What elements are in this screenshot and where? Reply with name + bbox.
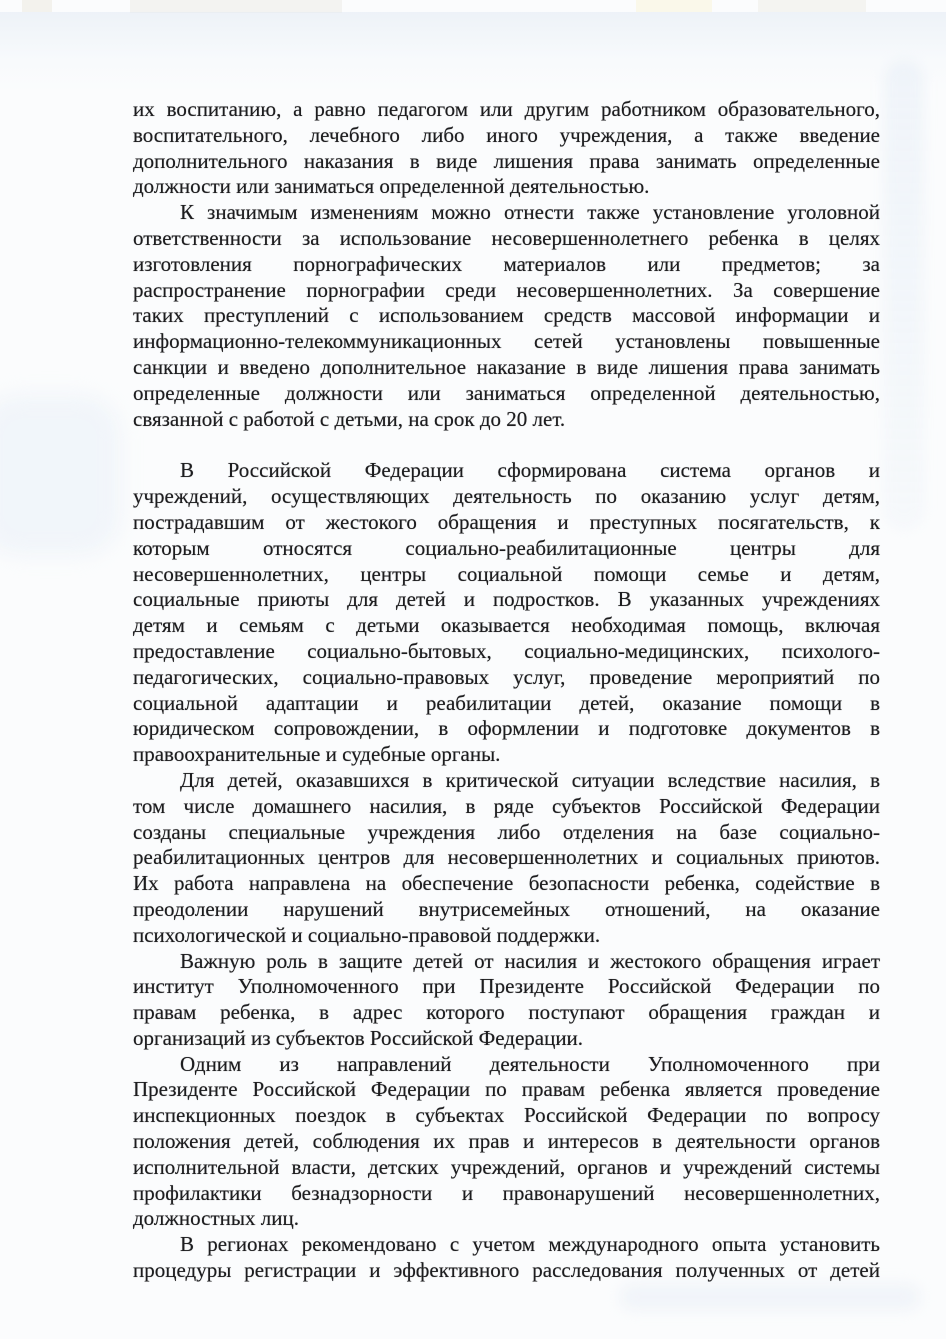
paragraph [133,1232,880,1284]
text-line: Их работа направлена на обеспечение безопасности ребенка, содействие в [133,871,880,896]
scan-smudge [758,0,866,12]
text-line: педагогических, социально-правовых услуг, проведение мероприятий по [133,664,880,689]
text-line: дополнительного наказания в виде лишения права занимать определенные [133,148,880,173]
text-line: правоохранительные и судебные органы. [133,742,501,767]
paragraph [133,949,880,1052]
scan-mottle [884,60,924,530]
text-line: воспитательного, лечебного либо иного учреждения, а также введение [133,122,880,147]
paragraph [133,768,880,949]
text-line: Для детей, оказавшихся в критической ситуации вследствие насилия, в [180,767,880,792]
text-line: Одним из направлений деятельности Уполномоченного при [180,1051,880,1076]
text-line: определенные должности или заниматься определенной деятельностью, [133,380,880,405]
text-line: Важную роль в защите детей от насилия и жестокого обращения играет [180,948,880,973]
paragraph [133,97,880,200]
text-line: процедуры регистрации и эффективного расследования полученных от детей [133,1258,880,1283]
text-line: должностных лиц. [133,1206,299,1231]
text-line: которым относятся социально-реабилитационные центры для [133,535,880,560]
paragraph [133,200,880,432]
text-line: созданы специальные учреждения либо отделения на базе социально- [133,819,880,844]
text-line: правам ребенка, в адрес которого поступают обращения граждан и [133,1000,880,1025]
text-line: должности или заниматься определенной деятельностью. [133,174,650,199]
text-line: реабилитационных центров для несовершеннолетних и социальных приютов. [133,845,880,870]
text-line: том числе домашнего насилия, в ряде субъектов Российской Федерации [133,793,880,818]
text-line: пострадавшим от жестокого обращения и преступных посягательств, к [133,509,880,534]
scan-mottle [620,1284,920,1310]
text-line: таких преступлений с использованием средств массовой информации и [133,303,880,328]
text-line: детям и семьям с детьми оказывается необходимая помощь, включая [133,613,880,638]
text-line: положения детей, соблюдения их прав и интересов в деятельности органов [133,1129,880,1154]
text-line: В регионах рекомендовано с учетом международного опыта установить [180,1232,880,1257]
text-line: распространение порнографии среди несовершеннолетних. За совершение [133,277,880,302]
scan-smudge [130,0,342,13]
text-line: их воспитанию, а равно педагогом или другим работником образовательного, [133,97,880,121]
paragraph-spacer [133,432,880,458]
text-line: связанной с работой с детьми, на срок до 20 лет. [133,406,566,431]
text-line: изготовления порнографических материалов или предметов; за [133,251,880,276]
text-line: юридическом сопровождении, в оформлении и подготовке документов в [133,716,880,741]
scan-smudge [636,0,712,12]
text-line: санкции и введено дополнительное наказание в виде лишения права занимать [133,354,880,379]
text-line: организаций из субъектов Российской Федерации. [133,1025,584,1050]
text-line: информационно-телекоммуникационных сетей установлены повышенные [133,329,880,354]
text-line: социальной адаптации и реабилитации детей, оказание помощи в [133,690,880,715]
scan-smudge [22,0,52,12]
text-line: Президенте Российской Федерации по правам ребенка является проведение [133,1077,880,1102]
paragraph [133,1052,880,1233]
text-line: исполнительной власти, детских учреждений, органов и учреждений системы [133,1154,880,1179]
text-line: инспекционных поездок в субъектах Российской Федерации по вопросу [133,1103,880,1128]
text-line: предоставление социально-бытовых, социально-медицинских, психолого- [133,638,880,663]
text-line: психологической и социально-правовой поддержки. [133,922,601,947]
text-line: преодолении нарушений внутрисемейных отношений, на оказание [133,896,880,921]
text-line: К значимым изменениям можно отнести также установление уголовной [180,200,880,225]
paragraph [133,458,880,768]
text-line: ответственности за использование несовершеннолетнего ребенка в целях [133,225,880,250]
text-line: профилактики безнадзорности и правонарушений несовершеннолетних, [133,1180,880,1205]
scan-mottle [0,395,120,555]
text-line: социальные приюты для детей и подростков. В указанных учреждениях [133,587,880,612]
document-text-block [133,97,880,1284]
text-line: В Российской Федерации сформирована система органов и [180,458,880,483]
text-line: несовершеннолетних, центры социальной помощи семье и детям, [133,561,880,586]
text-line: институт Уполномоченного при Президенте Российской Федерации по [133,974,880,999]
text-line: учреждений, осуществляющих деятельность по оказанию услуг детям, [133,484,880,509]
scan-mottle [0,12,946,92]
